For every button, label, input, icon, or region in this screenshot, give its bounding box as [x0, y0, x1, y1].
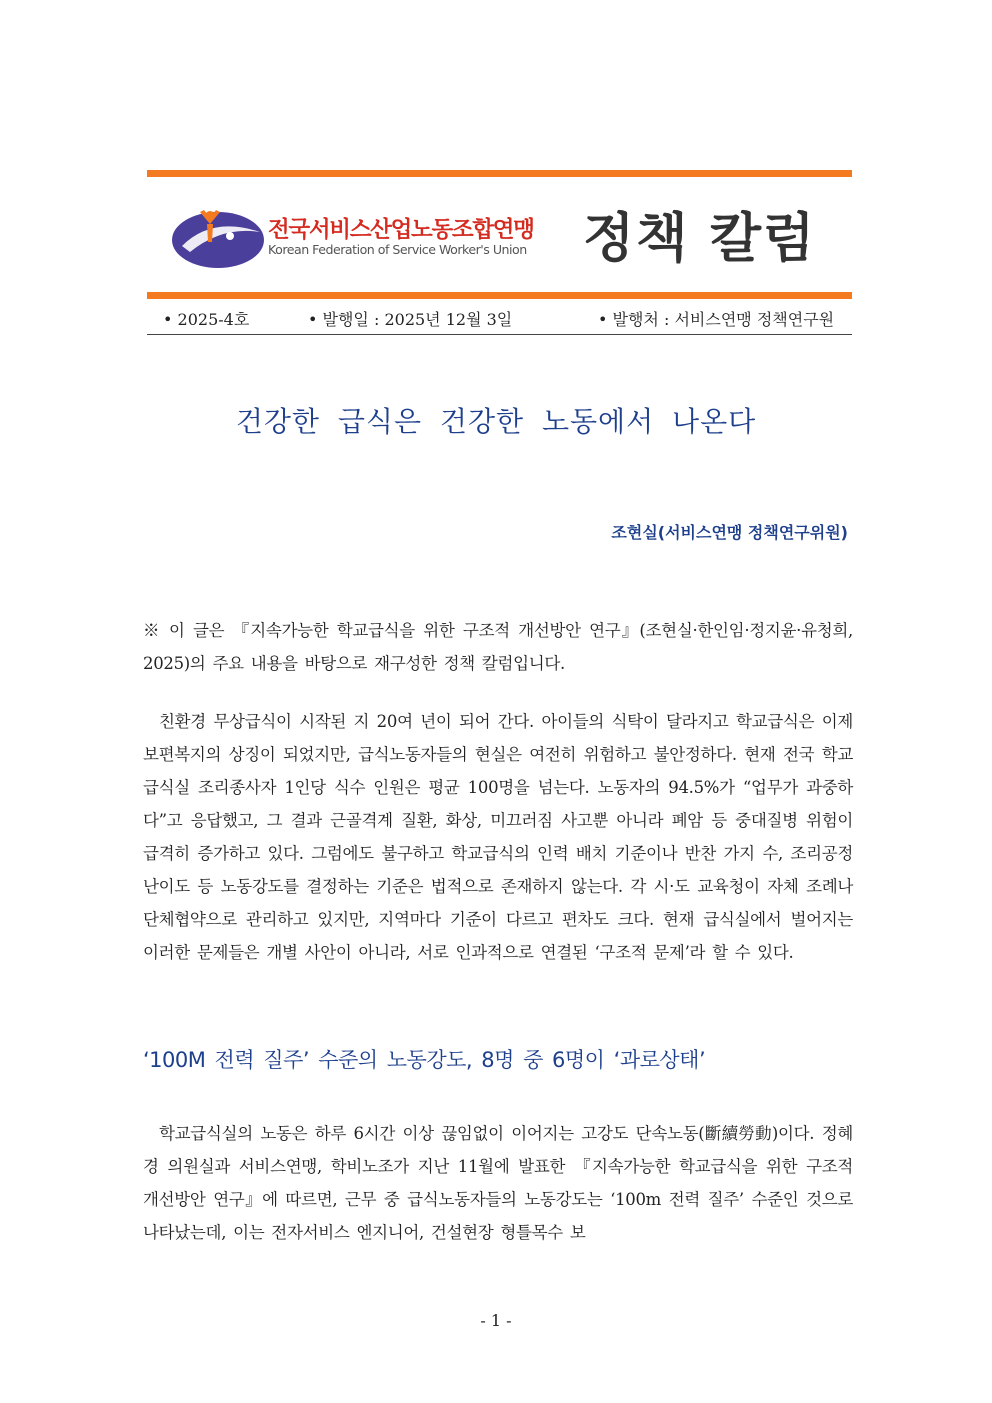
org-name-korean: 전국서비스산업노동조합연맹 [268, 217, 534, 243]
org-name-english: Korean Federation of Service Worker's Union [268, 242, 527, 257]
article-title: 건강한 급식은 건강한 노동에서 나온다 [235, 405, 757, 438]
page-number: - 1 - [480, 1311, 512, 1330]
issue-number: • 2025-4호 [163, 310, 250, 329]
body-paragraph: 학교급식실의 노동은 하루 6시간 이상 끊임없이 이어지는 고강도 단속노동(斷續勞動)이다. 정혜경 의원실과 서비스연맹, 학비노조가 지난 11월에 발표한 『지속가능한 학교급식을 위한 구조적 개선방안 연구』에 따르면, 근무 중 급식노동자들의 노동강도는 ‘100m 전력 질주’ 수준인 것으로 나타났는데, 이는 전자서비스 엔지니어, 건설현장 형틀목수 보 [143, 1124, 853, 1242]
publication-title: 정책 칼럼 [583, 208, 817, 269]
header-bottom-bar [147, 292, 852, 299]
article-author: 조현실(서비스연맹 정책연구위원) [611, 523, 848, 542]
intro-paragraph: 친환경 무상급식이 시작된 지 20여 년이 되어 간다. 아이들의 식탁이 달라지고 학교급식은 이제 보편복지의 상징이 되었지만, 급식노동자들의 현실은 여전히 위험하고 불안정하다. 현재 전국 학교급식실 조리종사자 1인당 식수 인원은 평균 100명을 넘는다. 노동자의 94.5%가 “업무가 과중하다”고 응답했고, 그 결과 근골격계 질환, 화상, 미끄러짐 사고뿐 아니라 폐암 등 중대질병 위험이 급격히 증가하고 있다. 그럼에도 불구하고 학교급식의 인력 배치 기준이나 반찬 가지 수, 조리공정 난이도 등 노동강도를 결정하는 기준은 법적으로 존재하지 않는다. 각 시·도 교육청이 자체 조례나 단체협약으로 관리하고 있지만, 지역마다 기준이 다르고 편차도 크다. 현재 급식실에서 벌어지는 이러한 문제들은 개별 사안이 아니라, 서로 인과적으로 연결된 ‘구조적 문제’라 할 수 있다. [143, 712, 853, 962]
meta-divider [147, 334, 852, 335]
publisher: • 발행처 : 서비스연맹 정책연구원 [598, 310, 835, 329]
union-logo-icon [172, 202, 268, 270]
publish-date: • 발행일 : 2025년 12월 3일 [308, 310, 513, 329]
section-heading: ‘100M 전력 질주’ 수준의 노동강도, 8명 중 6명이 ‘과로상태’ [143, 1048, 706, 1072]
header-top-bar [147, 170, 852, 177]
source-note: ※ 이 글은 『지속가능한 학교급식을 위한 구조적 개선방안 연구』(조현실·한인임·정지윤·유청희, 2025)의 주요 내용을 바탕으로 재구성한 정책 칼럼입니다. [143, 621, 853, 673]
